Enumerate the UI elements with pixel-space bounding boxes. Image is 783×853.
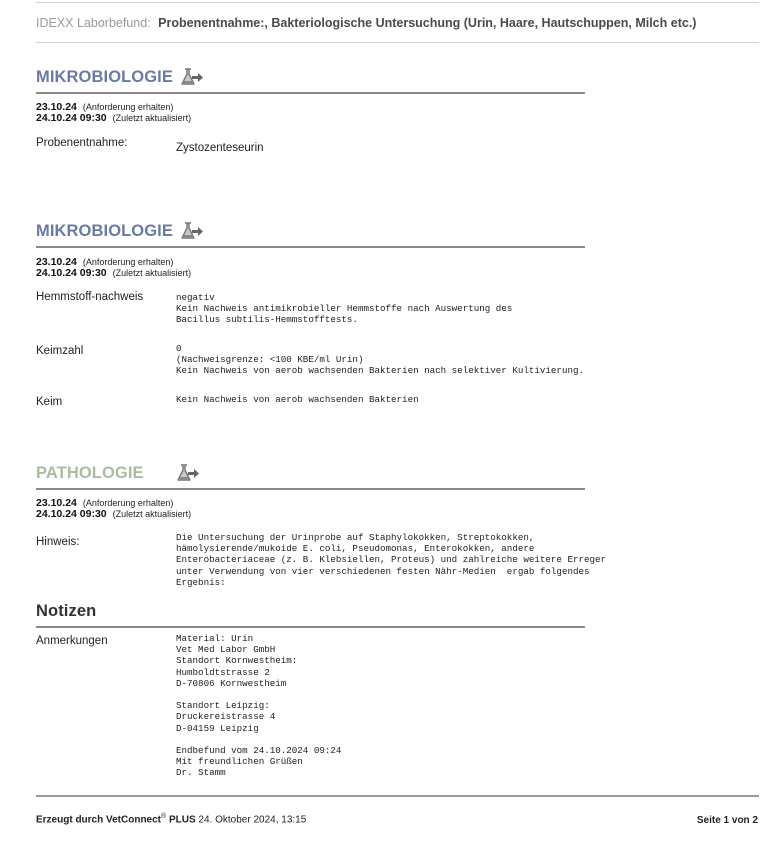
date-received-note: (Anforderung erhalten) xyxy=(82,102,174,112)
date-received-note: (Anforderung erhalten) xyxy=(82,257,174,267)
section-rule xyxy=(36,626,585,628)
report-title: Probenentnahme:, Bakteriologische Untersuchung (Urin, Haare, Hautschuppen, Milch etc.) xyxy=(158,16,697,30)
row-value-anmerkungen: Material: Urin Vet Med Labor GmbH Standort Kornwestheim: Humboldtstrasse 2 D-70806 Kornwestheim Standort Leipzig: Druckereistrasse 4 D-04159 Leipzig Endbefund vom 24.10.2024 09:24 Mit freundlichen Grüßen Dr. Stamm xyxy=(176,633,342,779)
registered-mark: ® xyxy=(161,813,167,820)
page-number: Seite 1 von 2 xyxy=(696,815,758,826)
date-updated: 24.10.24 09:30 xyxy=(36,267,107,279)
date-received-note: (Anforderung erhalten) xyxy=(82,498,174,508)
date-received: 23.10.24 xyxy=(36,101,77,113)
header-divider xyxy=(36,42,759,43)
flask-arrow-icon[interactable] xyxy=(180,68,204,86)
section-title-mikrobiologie-2: MIKROBIOLOGIE xyxy=(36,222,173,240)
row-value-keim: Kein Nachweis von aerob wachsenden Bakterien xyxy=(176,394,419,405)
flask-arrow-icon[interactable] xyxy=(180,222,204,240)
date-updated: 24.10.24 09:30 xyxy=(36,508,107,520)
row-value-probenentnahme: Zystozenteseurin xyxy=(176,142,264,154)
flask-arrow-icon[interactable] xyxy=(176,464,200,482)
row-label-keim: Keim xyxy=(36,396,63,408)
date-updated: 24.10.24 09:30 xyxy=(36,112,107,124)
section-dates xyxy=(36,102,191,124)
row-label-probenentnahme: Probenentnahme: xyxy=(36,137,128,149)
section-dates xyxy=(36,257,191,279)
section-title-mikrobiologie-1: MIKROBIOLOGIE xyxy=(36,68,173,86)
section-rule xyxy=(36,246,585,248)
footer-timestamp: 24. Oktober 2024, 13:15 xyxy=(198,814,307,826)
date-updated-note: (Zuletzt aktualisiert) xyxy=(112,113,192,123)
row-label-hinweis: Hinweis: xyxy=(36,536,80,548)
row-label-hemmstoff: Hemmstoff-nachweis xyxy=(36,291,144,303)
row-label-keimzahl: Keimzahl xyxy=(36,345,84,357)
section-title-pathologie: PATHOLOGIE xyxy=(36,464,144,482)
report-header xyxy=(36,16,696,30)
top-divider xyxy=(36,2,759,3)
row-value-hemmstoff: negativ Kein Nachweis antimikrobieller Hemmstoffe nach Auswertung des Bacillus subtilis-Hemmstofftests. xyxy=(176,292,513,326)
date-received: 23.10.24 xyxy=(36,256,77,268)
report-brand: IDEXX Laborbefund: xyxy=(36,16,151,30)
footer-plus: PLUS xyxy=(168,814,196,826)
footer-divider xyxy=(36,795,759,797)
section-rule xyxy=(36,92,585,94)
footer-generated xyxy=(36,813,306,825)
row-label-anmerkungen: Anmerkungen xyxy=(36,635,108,647)
date-updated-note: (Zuletzt aktualisiert) xyxy=(112,509,192,519)
section-title-notizen: Notizen xyxy=(36,602,97,620)
footer-generated-prefix: Erzeugt durch VetConnect xyxy=(36,814,162,826)
row-value-keimzahl: 0 (Nachweisgrenze: <100 KBE/ml Urin) Kein Nachweis von aerob wachsenden Bakterien nach selektiver Kultivierung. xyxy=(176,343,584,377)
section-rule xyxy=(36,488,585,490)
row-value-hinweis: Die Untersuchung der Urinprobe auf Staphylokokken, Streptokokken, hämolysierende/mukoide E. coli, Pseudomonas, Enterokokken, andere Enterobacteriaceae (z. B. Klebsiellen, Proteus) und zahlreiche weitere Erreger unter Verwendung von vier verschiedenen festen Nähr-Medien ergab folgendes Ergebnis: xyxy=(176,532,607,588)
date-received: 23.10.24 xyxy=(36,497,77,509)
section-dates xyxy=(36,498,191,520)
date-updated-note: (Zuletzt aktualisiert) xyxy=(112,268,192,278)
